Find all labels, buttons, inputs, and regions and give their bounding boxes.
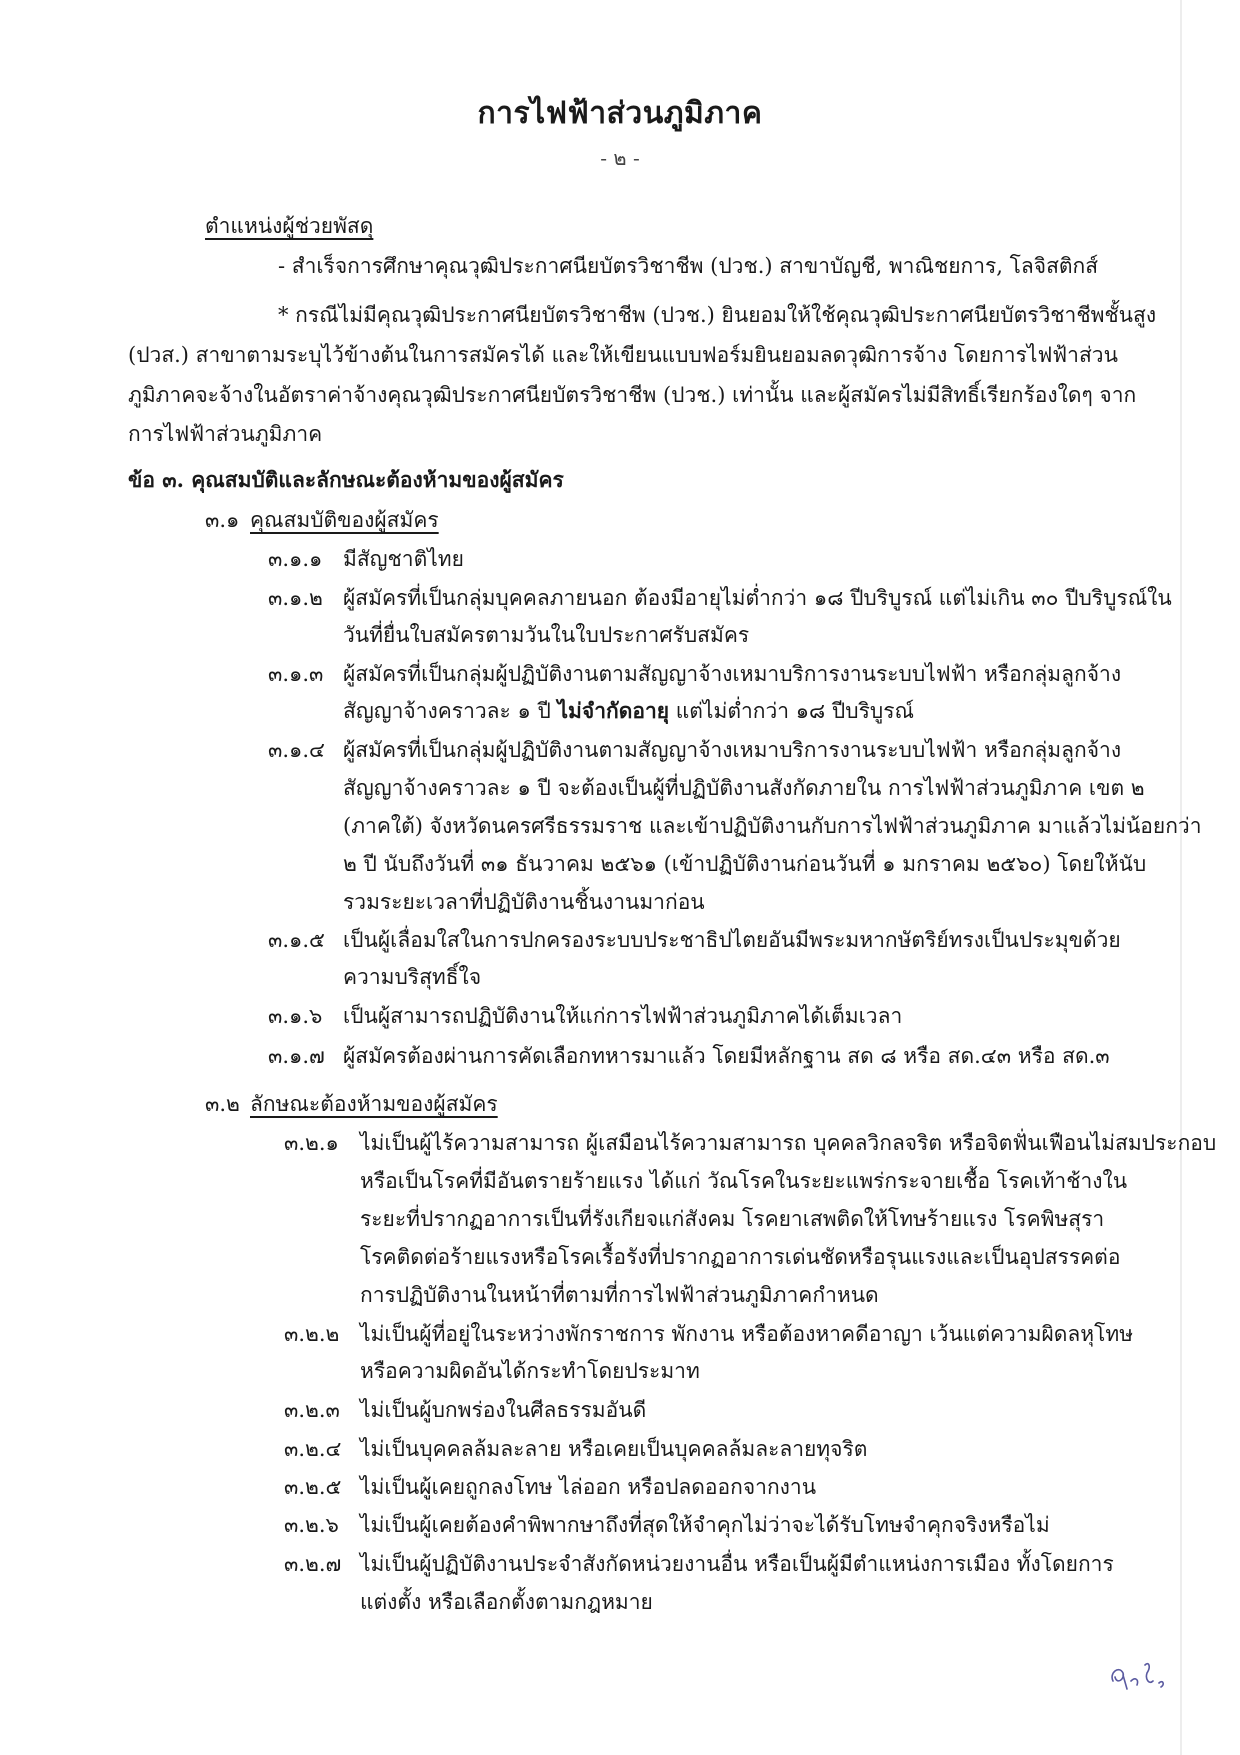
item-text-post: แต่ไม่ต่ำกว่า ๑๘ ปีบริบูรณ์ xyxy=(669,699,914,723)
section-3-heading: ข้อ ๓. คุณสมบัติและลักษณะต้องห้ามของผู้สมัคร xyxy=(128,467,564,492)
no-age-limit-emphasis: ไม่จำกัดอายุ xyxy=(557,698,670,723)
item-number: ๓.๒.๒ xyxy=(284,1322,340,1346)
item-text: มีสัญชาติไทย xyxy=(343,547,464,571)
item-text: สัญญาจ้างคราวละ ๑ ปี จะต้องเป็นผู้ที่ปฏิบัติงานสังกัดภายใน การไฟฟ้าส่วนภูมิภาค เขต ๒ xyxy=(343,776,1145,800)
section-3-1-heading: คุณสมบัติของผู้สมัคร xyxy=(250,508,439,532)
item-number: ๓.๒.๔ xyxy=(284,1437,342,1461)
note-line: ภูมิภาคจะจ้างในอัตราค่าจ้างคุณวุฒิประกาศนียบัตรวิชาชีพ (ปวช.) เท่านั้น และผู้สมัครไม่มีสิทธิ์เรียกร้องใดๆ จาก xyxy=(128,383,1137,407)
item-text: ความบริสุทธิ์ใจ xyxy=(343,965,482,989)
page-number: - ๒ - xyxy=(600,146,640,170)
item-text-pre: สัญญาจ้างคราวละ ๑ ปี xyxy=(343,699,558,723)
item-text: ผู้สมัครที่เป็นกลุ่มบุคคลภายนอก ต้องมีอายุไม่ต่ำกว่า ๑๘ ปีบริบูรณ์ แต่ไม่เกิน ๓๐ ปีบริบูรณ์ใน xyxy=(343,586,1172,610)
item-text-line xyxy=(343,693,914,729)
item-text: โรคติดต่อร้ายแรงหรือโรคเรื้อรังที่ปรากฏอาการเด่นชัดหรือรุนแรงและเป็นอุปสรรคต่อ xyxy=(360,1245,1121,1269)
item-text: ระยะที่ปรากฏอาการเป็นที่รังเกียจแก่สังคม โรคยาเสพติดให้โทษร้ายแรง โรคพิษสุรา xyxy=(360,1207,1105,1231)
item-text: เป็นผู้เลื่อมใสในการปกครองระบบประชาธิปไตยอันมีพระมหากษัตริย์ทรงเป็นประมุขด้วย xyxy=(343,928,1121,952)
item-text: เป็นผู้สามารถปฏิบัติงานให้แก่การไฟฟ้าส่วนภูมิภาคได้เต็มเวลา xyxy=(343,1004,903,1028)
item-number: ๓.๑.๖ xyxy=(268,1004,323,1028)
item-text: วันที่ยื่นใบสมัครตามวันในใบประกาศรับสมัคร xyxy=(343,623,750,647)
item-text: ผู้สมัครที่เป็นกลุ่มผู้ปฏิบัติงานตามสัญญาจ้างเหมาบริการงานระบบไฟฟ้า หรือกลุ่มลูกจ้าง xyxy=(343,738,1122,762)
item-number: ๓.๑.๓ xyxy=(268,662,324,686)
note-line: การไฟฟ้าส่วนภูมิภาค xyxy=(128,422,323,446)
item-number: ๓.๑.๔ xyxy=(268,738,325,762)
item-text: ไม่เป็นผู้ปฏิบัติงานประจำสังกัดหน่วยงานอื่น หรือเป็นผู้มีตำแหน่งการเมือง ทั้งโดยการ xyxy=(360,1552,1114,1576)
item-text: ผู้สมัครที่เป็นกลุ่มผู้ปฏิบัติงานตามสัญญาจ้างเหมาบริการงานระบบไฟฟ้า หรือกลุ่มลูกจ้าง xyxy=(343,662,1122,686)
section-3-2-number: ๓.๒ xyxy=(205,1092,240,1116)
item-text: การปฏิบัติงานในหน้าที่ตามที่การไฟฟ้าส่วนภูมิภาคกำหนด xyxy=(360,1283,879,1307)
item-text: ผู้สมัครต้องผ่านการคัดเลือกทหารมาแล้ว โดยมีหลักฐาน สด ๘ หรือ สด.๔๓ หรือ สด.๓ xyxy=(343,1044,1110,1068)
item-number: ๓.๒.๓ xyxy=(284,1398,340,1422)
item-number: ๓.๒.๑ xyxy=(284,1131,339,1155)
section-3-2-heading: ลักษณะต้องห้ามของผู้สมัคร xyxy=(250,1092,498,1116)
position-requirement: - สำเร็จการศึกษาคุณวุฒิประกาศนียบัตรวิชาชีพ (ปวช.) สาขาบัญชี, พาณิชยการ, โลจิสติกส์ xyxy=(278,254,1099,278)
item-number: ๓.๒.๗ xyxy=(284,1552,342,1576)
item-number: ๓.๑.๕ xyxy=(268,928,325,952)
item-number: ๓.๑.๑ xyxy=(268,547,323,571)
item-text: แต่งตั้ง หรือเลือกตั้งตามกฎหมาย xyxy=(360,1590,653,1614)
item-text: หรือความผิดอันได้กระทำโดยประมาท xyxy=(360,1359,700,1383)
item-text: ไม่เป็นผู้ไร้ความสามารถ ผู้เสมือนไร้ความสามารถ บุคคลวิกลจริต หรือจิตฟั่นเฟือนไม่สมประกอบ xyxy=(360,1131,1217,1155)
item-text: ไม่เป็นผู้บกพร่องในศีลธรรมอันดี xyxy=(360,1398,647,1422)
item-number: ๓.๒.๖ xyxy=(284,1513,339,1537)
item-text: หรือเป็นโรคที่มีอันตรายร้ายแรง ได้แก่ วัณโรคในระยะแพร่กระจายเชื้อ โรคเท้าช้างใน xyxy=(360,1169,1128,1193)
item-text: ๒ ปี นับถึงวันที่ ๓๑ ธันวาคม ๒๕๖๑ (เข้าปฏิบัติงานก่อนวันที่ ๑ มกราคม ๒๕๖๐) โดยให้นับ xyxy=(343,852,1147,876)
item-text: ไม่เป็นผู้เคยถูกลงโทษ ไล่ออก หรือปลดออกจากงาน xyxy=(360,1475,817,1499)
handwritten-signature xyxy=(1105,1655,1175,1695)
position-heading: ตำแหน่งผู้ช่วยพัสดุ xyxy=(205,214,374,238)
item-number: ๓.๑.๗ xyxy=(268,1044,325,1068)
item-text: ไม่เป็นบุคคลล้มละลาย หรือเคยเป็นบุคคลล้มละลายทุจริต xyxy=(360,1437,868,1461)
item-text: ไม่เป็นผู้เคยต้องคำพิพากษาถึงที่สุดให้จำคุกไม่ว่าจะได้รับโทษจำคุกจริงหรือไม่ xyxy=(360,1513,1050,1537)
item-text: ไม่เป็นผู้ที่อยู่ในระหว่างพักราชการ พักงาน หรือต้องหาคดีอาญา เว้นแต่ความผิดลหุโทษ xyxy=(360,1322,1134,1346)
document-title: การไฟฟ้าส่วนภูมิภาค xyxy=(477,96,763,131)
note-line: * กรณีไม่มีคุณวุฒิประกาศนียบัตรวิชาชีพ (ปวช.) ยินยอมให้ใช้คุณวุฒิประกาศนียบัตรวิชาชีพชั้นสูง xyxy=(278,303,1157,327)
section-3-1-number: ๓.๑ xyxy=(205,508,240,532)
item-text: (ภาคใต้) จังหวัดนครศรีธรรมราช และเข้าปฏิบัติงานกับการไฟฟ้าส่วนภูมิภาค มาแล้วไม่น้อยกว่า xyxy=(343,814,1202,838)
item-number: ๓.๒.๕ xyxy=(284,1475,342,1499)
item-text: รวมระยะเวลาที่ปฏิบัติงานชิ้นงานมาก่อน xyxy=(343,890,705,914)
item-number: ๓.๑.๒ xyxy=(268,586,323,610)
note-line: (ปวส.) สาขาตามระบุไว้ข้างต้นในการสมัครได้ และให้เขียนแบบฟอร์มยินยอมลดวุฒิการจ้าง โดยการไฟฟ้าส่วน xyxy=(128,343,1118,367)
